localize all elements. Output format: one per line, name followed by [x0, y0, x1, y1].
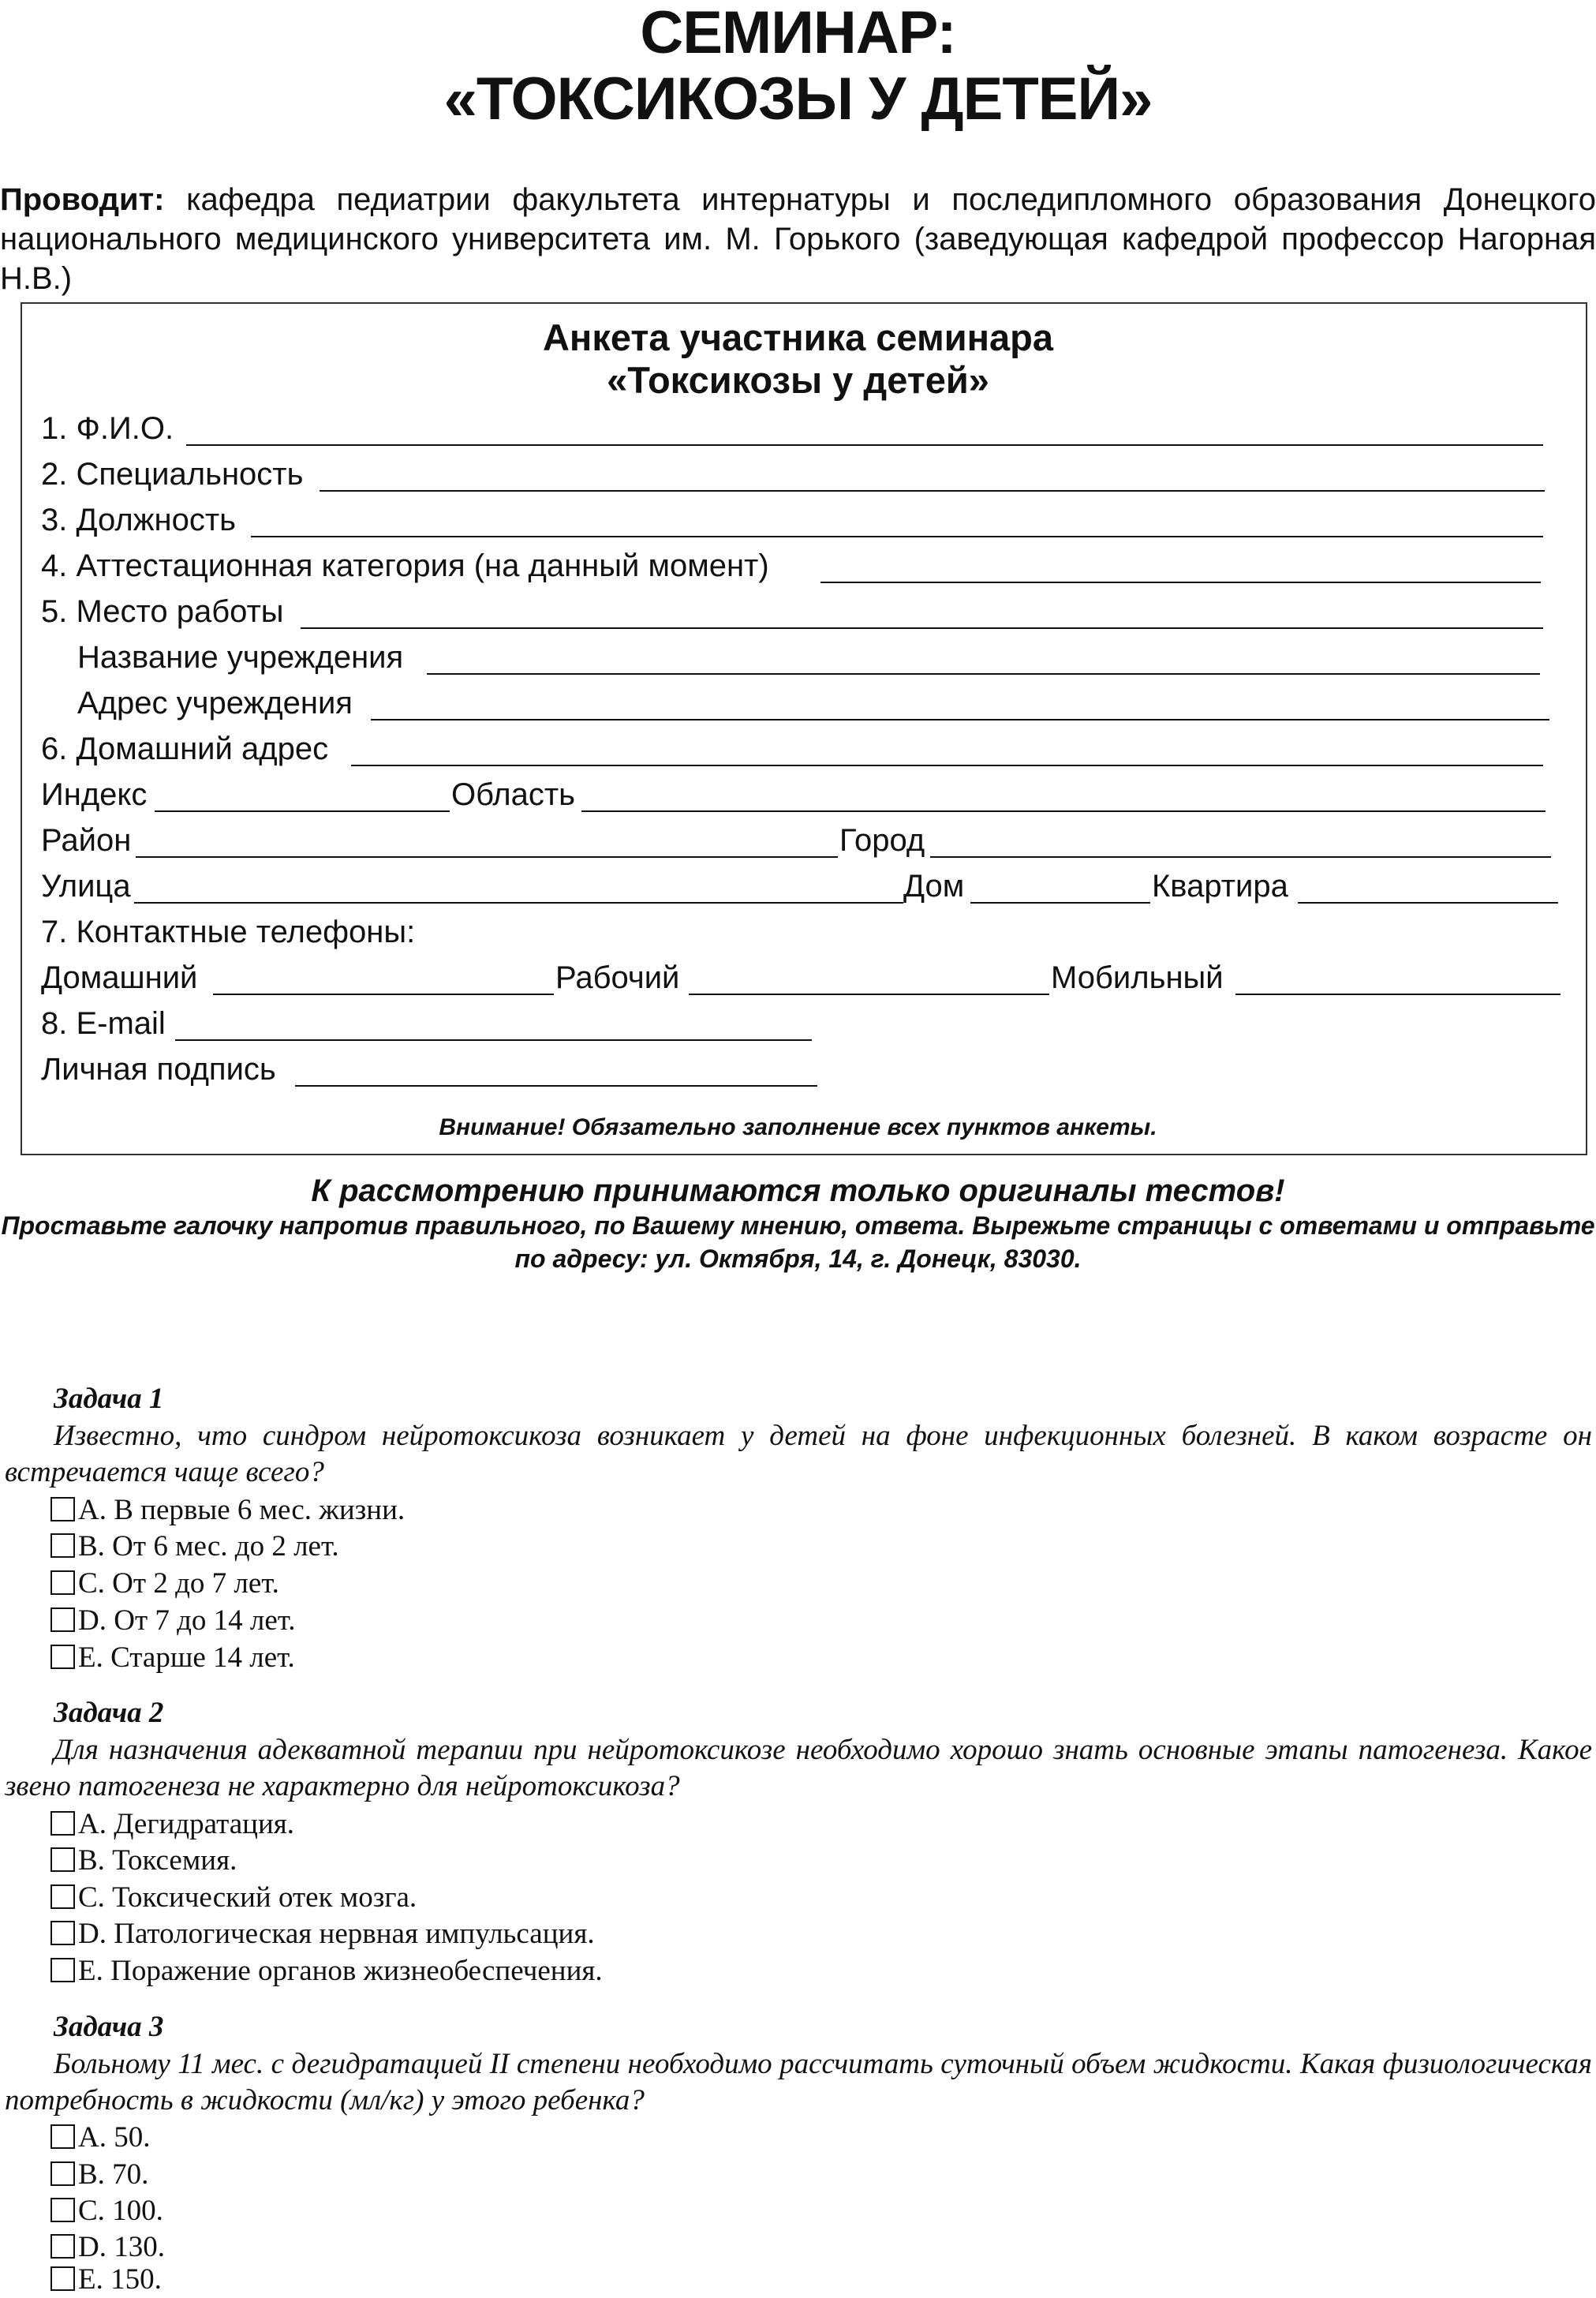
questionnaire-title [0, 316, 1596, 402]
task-3-option-a[interactable] [50, 2120, 150, 2156]
apartment-input-line[interactable] [1298, 902, 1558, 904]
phones-label: 7. Контактные телефоны: [41, 915, 416, 949]
position-label: 3. Должность [41, 503, 236, 537]
checkbox[interactable] [50, 2161, 75, 2186]
work-phone-label: Рабочий [555, 960, 680, 995]
task-2-option-c[interactable] [50, 1880, 417, 1916]
task-1-option-d[interactable] [50, 1603, 295, 1639]
category-label: 4. Аттестационная категория (на данный момент) [41, 548, 769, 583]
fio-label: 1. Ф.И.О. [41, 411, 174, 446]
district-label: Район [41, 823, 132, 858]
fio-input-line[interactable] [186, 444, 1543, 446]
city-input-line[interactable] [930, 856, 1551, 858]
task-3-question: Больному 11 мес. с дегидратацией II степени необходимо рассчитать суточный объем жидкости. Какая физиологическая потребность в жидкости (мл/кг) у этого ребенка? [5, 2048, 1592, 2116]
option-text: D. Патологическая нервная импульсация. [78, 1918, 595, 1950]
institution-address-input-line[interactable] [371, 719, 1549, 720]
signature-label: Личная подпись [41, 1052, 276, 1087]
mobile-phone-label: Мобильный [1051, 960, 1224, 995]
option-text: E. Поражение органов жизнеобеспечения. [78, 1955, 603, 1987]
task-1-title: Задача 1 [54, 1383, 164, 1415]
home-phone-label: Домашний [41, 960, 198, 995]
house-input-line[interactable] [970, 902, 1150, 904]
checkbox[interactable] [50, 1847, 75, 1872]
checkbox[interactable] [50, 2124, 75, 2149]
task-2-option-b[interactable] [50, 1843, 237, 1879]
checkbox[interactable] [50, 2234, 75, 2259]
checkbox[interactable] [50, 1811, 75, 1836]
workplace-label: 5. Место работы [41, 594, 284, 629]
checkbox[interactable] [50, 1570, 75, 1595]
signature-input-line[interactable] [295, 1085, 817, 1087]
home-address-label: 6. Домашний адрес [41, 732, 329, 766]
task-2-title: Задача 2 [54, 1697, 164, 1729]
task-1-option-b[interactable] [50, 1529, 339, 1565]
instructions-line-2: по адресу: ул. Октября, 14, г. Донецк, 83030. [514, 1244, 1082, 1273]
conductor-text: кафедра педиатрии факультета интернатуры и последипломного образования Донецкого национального медицинского университета им. М. Горького (заведующая кафедрой профессор Нагорная Н.В.) [0, 182, 1596, 296]
option-text: B. Токсемия. [78, 1844, 237, 1877]
house-label: Дом [903, 869, 965, 904]
specialty-input-line[interactable] [320, 490, 1545, 492]
home-address-input-line[interactable] [351, 765, 1543, 766]
task-3-option-d[interactable] [50, 2229, 165, 2266]
checkbox[interactable] [50, 1921, 75, 1945]
conductor-info [0, 180, 1596, 298]
task-3-option-e[interactable] [50, 2262, 162, 2298]
email-input-line[interactable] [175, 1039, 812, 1041]
task-2-option-e[interactable] [50, 1953, 603, 1989]
option-text: A. В первые 6 мес. жизни. [78, 1494, 406, 1526]
category-input-line[interactable] [820, 582, 1541, 583]
option-text: C. От 2 до 7 лет. [78, 1567, 279, 1600]
institution-address-label: Адрес учреждения [77, 686, 353, 720]
district-input-line[interactable] [136, 856, 838, 858]
option-text: D. 130. [78, 2231, 165, 2263]
checkbox[interactable] [50, 1884, 75, 1909]
option-text: B. От 6 мес. до 2 лет. [78, 1530, 339, 1563]
region-input-line[interactable] [581, 810, 1546, 812]
option-text: E. Старше 14 лет. [78, 1641, 295, 1674]
mobile-phone-input-line[interactable] [1235, 994, 1560, 995]
apartment-label: Квартира [1152, 869, 1288, 904]
title-line-2: «ТОКСИКОЗЫ У ДЕТЕЙ» [443, 65, 1153, 133]
instructions-line-1: Проставьте галочку напротив правильного, по Вашему мнению, ответа. Вырежьте страницы с ответами и отправьте [1, 1211, 1595, 1240]
page-title [0, 0, 1596, 133]
city-label: Город [839, 823, 925, 858]
originals-only-notice: К рассмотрению принимаются только оригиналы тестов! [311, 1173, 1285, 1208]
region-label: Область [451, 777, 575, 812]
conductor-label: Проводит: [0, 182, 165, 217]
checkbox[interactable] [50, 2266, 75, 2291]
index-input-line[interactable] [155, 810, 450, 812]
option-text: C. 100. [78, 2195, 163, 2227]
task-3-title: Задача 3 [54, 2011, 164, 2043]
task-1-option-a[interactable] [50, 1492, 405, 1529]
task-2-question: Для назначения адекватной терапии при нейротоксикозе необходимо хорошо знать основные этапы патогенеза. Какое звено патогенеза не характерно для нейротоксикоза? [5, 1734, 1592, 1802]
checkbox[interactable] [50, 2198, 75, 2222]
task-1-option-e[interactable] [50, 1640, 295, 1676]
task-3-option-c[interactable] [50, 2193, 163, 2229]
questionnaire-title-line-2: «Токсикозы у детей» [607, 359, 989, 401]
option-text: A. Дегидратация. [78, 1808, 295, 1840]
option-text: B. 70. [78, 2158, 149, 2191]
checkbox[interactable] [50, 1958, 75, 1982]
option-text: C. Токсический отек мозга. [78, 1881, 417, 1914]
title-line-1: СЕМИНАР: [640, 0, 956, 66]
checkbox[interactable] [50, 1607, 75, 1632]
option-text: E. 150. [78, 2263, 162, 2296]
instructions-text [0, 1209, 1596, 1275]
option-text: A. 50. [78, 2121, 151, 2154]
street-input-line[interactable] [134, 902, 903, 904]
task-2-option-d[interactable] [50, 1916, 595, 1952]
task-1-question: Известно, что синдром нейротоксикоза возникает у детей на фоне инфекционных болезней. В каком возрасте он встречается чаще всего? [5, 1420, 1592, 1488]
work-phone-input-line[interactable] [689, 994, 1049, 995]
street-label: Улица [41, 869, 131, 904]
task-1-option-c[interactable] [50, 1566, 279, 1602]
institution-name-input-line[interactable] [427, 673, 1540, 675]
workplace-input-line[interactable] [301, 627, 1543, 629]
task-2-option-a[interactable] [50, 1806, 294, 1843]
checkbox[interactable] [50, 1497, 75, 1521]
questionnaire-title-line-1: Анкета участника семинара [542, 316, 1053, 358]
home-phone-input-line[interactable] [213, 994, 554, 995]
specialty-label: 2. Специальность [41, 457, 304, 492]
email-label: 8. E-mail [41, 1006, 166, 1041]
task-3-option-b[interactable] [50, 2157, 148, 2193]
institution-name-label: Название учреждения [77, 640, 404, 675]
index-label: Индекс [41, 777, 148, 812]
checkbox[interactable] [50, 1533, 75, 1558]
checkbox[interactable] [50, 1645, 75, 1669]
option-text: D. От 7 до 14 лет. [78, 1604, 296, 1637]
position-input-line[interactable] [251, 536, 1543, 537]
questionnaire-note: Внимание! Обязательно заполнение всех пунктов анкеты. [439, 1114, 1157, 1140]
